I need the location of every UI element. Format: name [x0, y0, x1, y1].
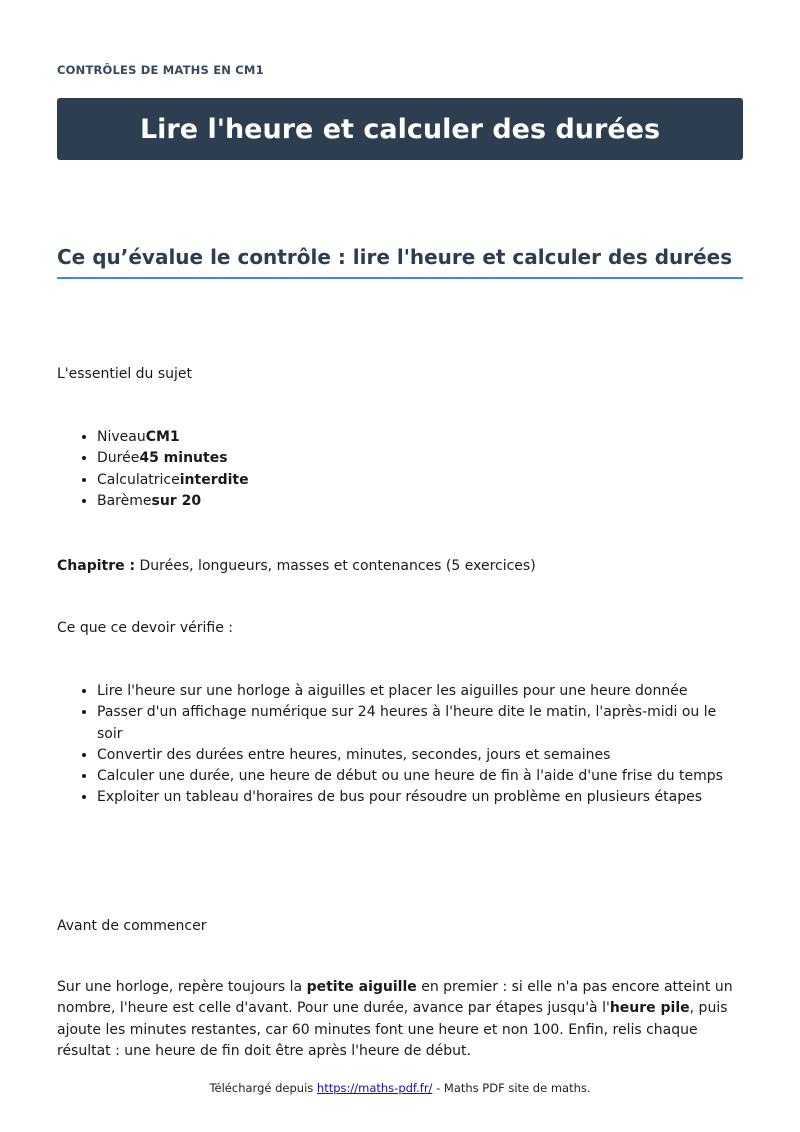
footer-suffix: - Maths PDF site de maths. — [432, 1081, 591, 1095]
series-kicker: CONTRÔLES DE MATHS EN CM1 — [57, 63, 264, 77]
chapter-line — [57, 558, 536, 574]
section-title: Ce qu’évalue le contrôle : lire l'heure et calculer des durées — [57, 245, 743, 279]
list-item — [97, 427, 249, 448]
list-item: • Calculer une durée, une heure de début ou une heure de fin à l'aide d'une frise du temps — [97, 766, 743, 787]
list-item: • Passer d'un affichage numérique sur 24 heures à l'heure dite le matin, l'après-midi ou le soir — [97, 702, 743, 745]
footer-prefix: Téléchargé depuis — [209, 1081, 317, 1095]
source-link[interactable]: https://maths-pdf.fr/ — [316, 1081, 433, 1095]
page-title: Lire l'heure et calculer des durées — [139, 113, 661, 145]
list-item — [97, 470, 249, 491]
chapter-label: Chapitre : — [57, 558, 136, 574]
item-label: Calculatrice — [97, 471, 180, 488]
item-label: Barème — [97, 492, 152, 509]
item-value: sur 20 — [151, 492, 202, 509]
item-value: interdite — [179, 471, 249, 488]
list-item — [97, 491, 249, 512]
essentials-heading: L'essentiel du sujet — [57, 366, 193, 382]
advice-paragraph — [57, 977, 743, 1062]
title-banner — [57, 98, 743, 160]
list-item: • Convertir des durées entre heures, minutes, secondes, jours et semaines — [97, 745, 743, 766]
item-value: 45 minutes — [139, 450, 228, 467]
advice-text: Sur une horloge, repère toujours la — [57, 979, 307, 995]
item-label: Durée — [97, 450, 140, 467]
advice-emphasis: petite aiguille — [306, 979, 417, 995]
advice-heading: Avant de commencer — [57, 918, 207, 934]
checks-heading: Ce que ce devoir vérifie : — [57, 620, 234, 636]
advice-text: en premier : si elle n'a pas encore atteint un nombre, l'heure est celle d'avant. Pour une durée, avance par étapes jusqu'à l' — [57, 979, 733, 1017]
chapter-text: Durées, longueurs, masses et contenances (5 exercices) — [139, 558, 536, 574]
checks-list — [57, 681, 743, 809]
item-value: CM1 — [145, 429, 180, 445]
advice-emphasis: heure pile — [609, 1000, 690, 1017]
list-item — [97, 448, 249, 469]
advice-text: , puis ajoute les minutes restantes, car 60 minutes font une heure et non 100. Enfin, relis chaque résultat : une heure de fin doit être après l'heure de début. — [57, 1000, 728, 1059]
essentials-list — [57, 427, 249, 512]
page-footer — [0, 1081, 800, 1095]
list-item: • Lire l'heure sur une horloge à aiguilles et placer les aiguilles pour une heure donnée — [97, 681, 743, 702]
list-item: • Exploiter un tableau d'horaires de bus pour résoudre un problème en plusieurs étapes — [97, 787, 743, 808]
item-label: Niveau — [97, 429, 146, 445]
